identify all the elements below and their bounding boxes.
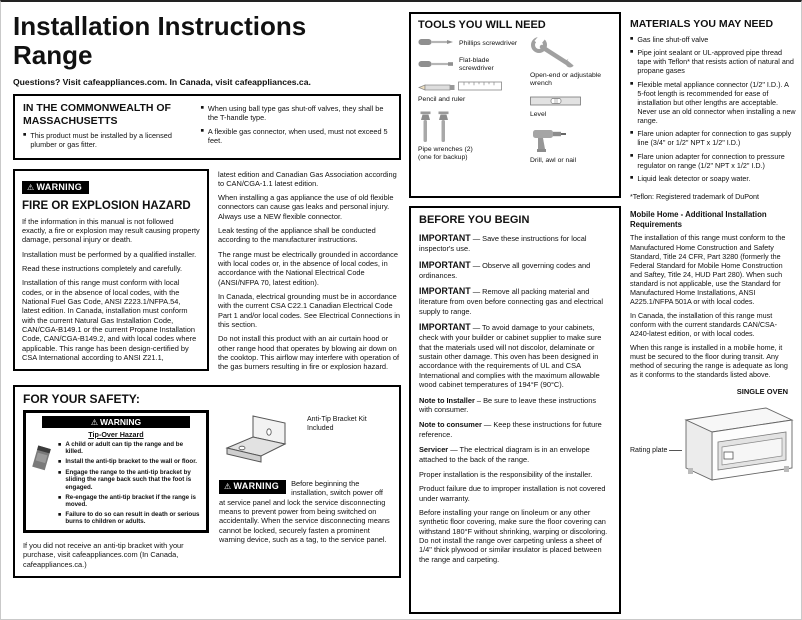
list-item	[201, 104, 391, 123]
list-item-text: Flare union adapter for connection to pressure regulator on range (1/2" NPT x 1/2" I.D.)	[637, 151, 785, 170]
paragraph: Installation of this range must conform with local codes, or in the absence of local codes, with the National Fuel Gas Code, ANSI Z223.1/NFPA.54, latest edition. In Canada, installation must conform with the current Natural Gas Installation Code, CAN/CGA-B149.1 or the current Propane Installation Code, CAN/CGA-B149.2, and with local codes where applicable. This range has been design-certified by CSA International according to ANSI Z21.1,	[22, 278, 197, 362]
important-note	[419, 322, 611, 390]
square-bullet-icon: ■	[58, 441, 62, 448]
warning-label	[219, 480, 286, 494]
fire-warning-heading: FIRE OR EXPLOSION HAZARD	[22, 199, 191, 212]
list-item	[630, 80, 796, 126]
list-item	[58, 511, 202, 526]
bracket-caption: Anti-Tip Bracket Kit Included	[307, 415, 367, 432]
massachusetts-left	[23, 102, 189, 153]
square-bullet-icon: ■	[58, 469, 62, 476]
list-item-text: Install the anti-tip bracket to the wall or floor.	[65, 457, 197, 465]
list-item	[58, 494, 202, 509]
tool-sublabel: (one for backup)	[418, 154, 468, 162]
fire-warning-box	[13, 169, 209, 372]
warning-label	[22, 181, 89, 194]
list-item	[630, 129, 796, 147]
important-note	[419, 286, 611, 316]
list-item-text: Pipe joint sealant or UL-approved pipe thread tape with Teflon* that resists action of natural and propane gases	[637, 48, 794, 76]
warning-label-text: WARNING	[36, 181, 83, 192]
important-label: IMPORTANT	[419, 322, 471, 333]
square-bullet-icon: ■	[630, 130, 634, 137]
anti-tip-bracket-figure	[219, 410, 391, 473]
mobile-home-section	[630, 210, 796, 505]
warning-label	[42, 416, 190, 428]
list-item-text: Gas line shut-off valve	[637, 35, 709, 44]
tool-item	[530, 126, 612, 165]
list-item-text: A flexible gas connector, when used, must not exceed 5 feet.	[207, 126, 388, 146]
paragraph: Leak testing of the appliance shall be conducted according to the manufacturer instructions.	[218, 226, 376, 245]
tool-item	[530, 95, 612, 118]
tool-item	[530, 37, 612, 88]
before-you-begin-heading: BEFORE YOU BEGIN	[419, 214, 530, 226]
tip-over-hazard-icon	[30, 441, 54, 528]
square-bullet-icon: ■	[200, 127, 204, 134]
flat-blade-screwdriver-icon	[418, 59, 454, 72]
ruler-icon	[458, 87, 502, 94]
list-item-text: Engage the range to the anti-tip bracket by sliding the range back such that the foot is engaged.	[65, 468, 192, 491]
questions-line: Questions? Visit cafeappliances.com. In Canada, visit cafeappliances.ca.	[13, 77, 311, 88]
note-text: – Be sure to leave these instructions with consumer.	[419, 395, 597, 414]
note-label: Note to Installer	[419, 395, 475, 405]
list-item-text: When using ball type gas shut-off valves, they shall be the T-handle type.	[207, 104, 384, 123]
list-item	[630, 48, 796, 75]
tool-item	[418, 111, 522, 162]
tool-item	[418, 80, 522, 103]
paragraph: Product failure due to improper installation is not covered under warranty.	[419, 484, 606, 503]
massachusetts-right	[201, 102, 391, 153]
list-item-text: Re-engage the anti-tip bracket if the range is moved.	[65, 493, 196, 509]
note-label: Note to consumer	[419, 420, 482, 430]
tool-label: Open-end or adjustable wrench	[530, 72, 602, 88]
paragraph: Proper installation is the responsibility of the installer.	[419, 469, 593, 479]
pencil-icon	[418, 87, 458, 94]
tool-item	[418, 57, 522, 73]
list-item	[23, 131, 189, 150]
list-item	[630, 35, 796, 44]
leader-line	[669, 450, 682, 451]
important-note	[419, 233, 611, 254]
power-warning	[219, 479, 391, 545]
single-oven-label: SINGLE OVEN	[736, 387, 788, 397]
power-warning-text: Before beginning the installation, switch power off at service panel and lock the service disconnecting means to prevent power from being switched on accidentally. When the service disconnecting means cannot be locked, securely fasten a prominent warning device, such as a tag, to the service panel.	[219, 478, 390, 545]
wrench-icon	[530, 64, 578, 71]
materials-footnote: *Teflon: Registered trademark of DuPont	[630, 191, 760, 201]
important-text: — Observe all governing codes and ordinances.	[419, 260, 591, 280]
list-item-text: Flexible metal appliance connector (1/2" I.D.). A 5-foot length is recommended for ease of installation but other lengths are acceptable. Never use an old connector when installing a new range.	[637, 79, 796, 126]
important-text: — Remove all packing material and literature from oven before connecting gas and electrical supply to range.	[419, 287, 604, 316]
list-item	[630, 152, 796, 170]
square-bullet-icon: ■	[630, 174, 634, 181]
square-bullet-icon: ■	[23, 131, 27, 138]
tool-label: Phillips screwdriver	[459, 39, 518, 47]
list-item-text: Flare union adapter for connection to gas supply line (3/4" or 1/2" NPT x 1/2" I.D.)	[637, 129, 792, 148]
title-line: Range	[13, 40, 93, 71]
square-bullet-icon: ■	[58, 458, 62, 465]
note-item	[419, 396, 611, 415]
paragraph: Installation must be performed by a qualified installer.	[22, 249, 197, 259]
safety-box	[13, 385, 401, 578]
square-bullet-icon: ■	[58, 511, 62, 518]
materials-section	[630, 18, 796, 201]
warning-label-text: WARNING	[233, 480, 280, 491]
note-item	[419, 445, 611, 464]
pipe-wrench-icon	[436, 111, 450, 146]
list-item	[58, 469, 202, 492]
drill-icon	[530, 149, 568, 156]
level-icon	[530, 102, 582, 109]
tool-label: Pencil and ruler	[418, 95, 466, 103]
list-item	[201, 127, 391, 146]
tools-box	[409, 12, 621, 198]
list-item	[58, 458, 202, 467]
mobile-home-heading: Mobile Home - Additional Installation Requirements	[630, 210, 767, 229]
no-bracket-note: If you did not receive an anti-tip bracket with your purchase, visit cafeappliances.com (In Canada, cafeappliances.ca.)	[23, 540, 184, 570]
list-item	[58, 441, 202, 456]
paragraph: If the information in this manual is not followed exactly, a fire or explosion may result causing property damage, personal injury or death.	[22, 216, 200, 245]
massachusetts-heading: IN THE COMMONWEALTH OF MASSACHUSETTS	[23, 102, 171, 127]
pipe-wrench-icon	[418, 111, 432, 146]
warning-label-text: WARNING	[100, 416, 142, 427]
square-bullet-icon: ■	[630, 36, 634, 42]
materials-heading: MATERIALS YOU MAY NEED	[630, 18, 774, 30]
single-oven-illustration	[678, 400, 796, 497]
list-item-text: A child or adult can tip the range and be killed.	[65, 440, 184, 456]
tip-over-bullets	[58, 441, 202, 528]
paragraph: The installation of this range must conform to the Manufactured Home Construction and Safety Standard, Title 24 CFR, Part 3280 (formerly the Federal Standard for Mobile Home Construction and Saftey, Title 24, HUD Part 280). When such standard is not applicable, use the Standard for Manufactured Home Installations, ANSI A225.1/NFPA 501A or with local codes.	[630, 233, 786, 306]
warning-triangle-icon: ⚠	[27, 182, 35, 192]
single-oven-figure	[630, 387, 796, 505]
paragraph: In Canada, electrical grounding must be in accordance with the current CSA C22.1 Canadian Electrical Code Part 1 and/or local codes. See Electrical Connections in this section.	[218, 292, 400, 330]
important-label: IMPORTANT	[419, 233, 471, 243]
list-item-text: Failure to do so can result in death or serious burns to children or adults.	[65, 510, 200, 526]
paragraph: Read these instructions completely and carefully.	[22, 264, 183, 274]
paragraph: The range must be electrically grounded in accordance with local codes or, in the absence of local codes, in accordance with the National Electrical Code (ANSI/NFPA 70, latest edition).	[218, 249, 398, 287]
safety-left	[23, 410, 209, 570]
safety-right	[219, 410, 391, 570]
paragraph: latest edition and Canadian Gas Association according to CAN/CGA-1.1 latest edition.	[218, 169, 397, 188]
note-text: — Keep these instructions for future reference.	[419, 420, 602, 439]
note-text: — The electrical diagram is in an envelope attached to the back of the range.	[419, 445, 590, 464]
square-bullet-icon: ■	[630, 49, 634, 56]
tool-label: Drill, awl or nail	[530, 156, 577, 164]
before-you-begin-box	[409, 206, 621, 614]
tip-over-warning-box	[23, 410, 209, 533]
page-title	[13, 12, 401, 70]
square-bullet-icon: ■	[630, 152, 634, 159]
left-column	[13, 12, 401, 578]
anti-tip-bracket-icon	[219, 410, 301, 473]
tools-right-column	[530, 37, 612, 172]
massachusetts-box	[13, 94, 401, 159]
important-text: — To avoid damage to your cabinets, check with your builder or cabinet supplier to make sure that the materials used will not discolor, delaminate or sustain other damage. This oven has been designed in accordance with the requirements of UL and CSA International and complies with the maximum allowable wood cabinet temperatures of 194°F (90°C).	[419, 323, 602, 390]
square-bullet-icon: ■	[200, 105, 204, 112]
tip-over-hazard-title: Tip-Over Hazard	[88, 429, 144, 439]
rating-plate-label	[630, 447, 682, 454]
paragraph: Before installing your range on linoleum or any other synthetic floor covering, make sure the floor covering can withstand 180°F without shrinking, warping or discoloring. Do not install the range over carpeting unless a sheet of 1/4" thick plywood or similar insulator is placed between the range and carpeting.	[419, 507, 608, 564]
fire-warning-continued	[218, 169, 401, 377]
paragraph: Do not install this product with an air curtain hood or other range hood that operates by blowing air down on the cooktop. This airflow may interfere with operation of the gas burners resulting in fire or explosion hazard.	[218, 334, 400, 372]
square-bullet-icon: ■	[58, 494, 62, 501]
note-item	[419, 420, 611, 439]
list-item-text: This product must be installed by a licensed plumber or gas fitter.	[30, 130, 172, 150]
title-line: Installation Instructions	[13, 11, 307, 41]
tools-heading: TOOLS YOU WILL NEED	[418, 19, 546, 31]
note-label: Servicer	[419, 445, 449, 455]
safety-heading: FOR YOUR SAFETY:	[23, 391, 140, 406]
warning-triangle-icon: ⚠	[90, 417, 99, 427]
important-text: — Save these instructions for local inspector's use.	[419, 234, 587, 254]
rating-plate-text: Rating plate	[630, 447, 668, 455]
list-item-text: Liquid leak detector or soapy water.	[637, 173, 751, 183]
phillips-screwdriver-icon	[418, 37, 454, 50]
paragraph: When this range is installed in a mobile home, it must be secured to the floor during transit. Any method of securing the range is adequate as long as it conforms to the standards listed above.	[630, 343, 788, 380]
important-label: IMPORTANT	[419, 286, 471, 297]
tools-left-column	[418, 37, 522, 172]
tool-label: Level	[530, 110, 547, 118]
fire-warning-section	[13, 169, 401, 377]
square-bullet-icon: ■	[630, 80, 634, 87]
tool-label: Flat-blade screwdriver	[459, 57, 494, 73]
paragraph: In Canada, the installation of this range must conform with the current standards CAN/CSA-A240-latest edition, or with local codes.	[630, 310, 777, 339]
important-label: IMPORTANT	[419, 259, 471, 270]
warning-triangle-icon: ⚠	[224, 481, 232, 491]
tool-label: Pipe wrenches (2)	[418, 145, 473, 153]
tool-item	[418, 37, 522, 50]
list-item	[630, 174, 796, 183]
paragraph: When installing a gas appliance the use of old flexible connectors can cause gas leaks and personal injury. Always use a NEW flexible connector.	[218, 193, 394, 221]
important-note	[419, 260, 611, 281]
